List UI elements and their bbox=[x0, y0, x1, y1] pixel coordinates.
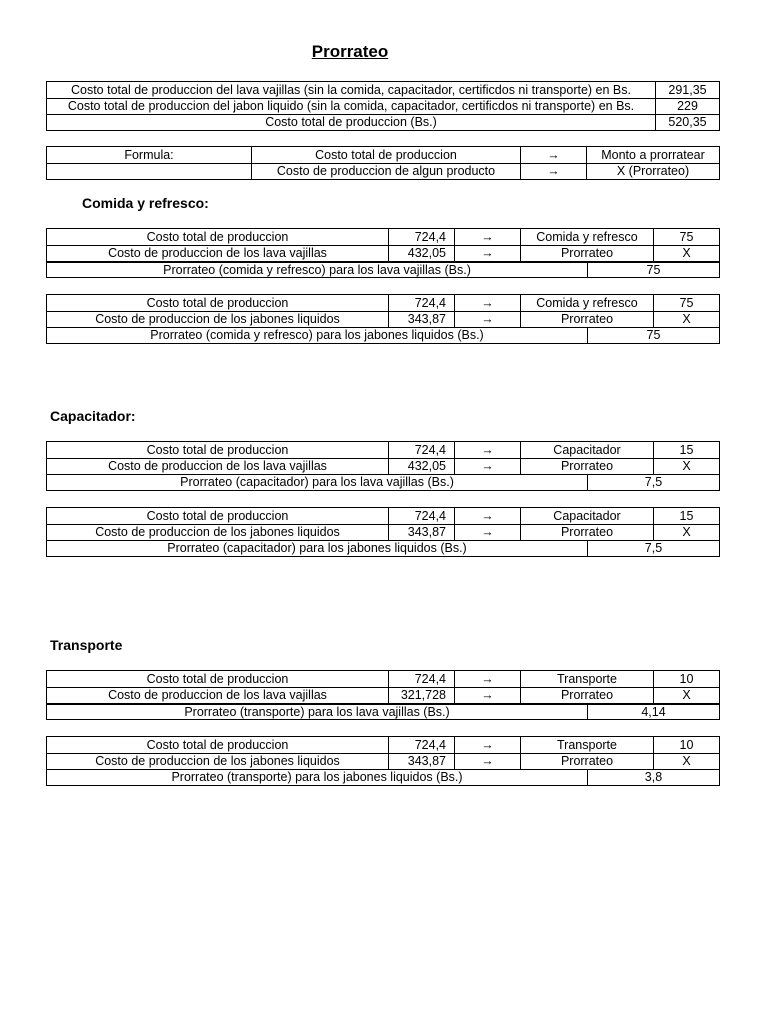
row-value: 15 bbox=[653, 442, 719, 458]
row-number: 724,4 bbox=[388, 229, 454, 245]
row-value: 15 bbox=[653, 508, 719, 524]
table-row bbox=[47, 261, 719, 277]
row-number: 724,4 bbox=[388, 442, 454, 458]
section-heading: Comida y refresco: bbox=[82, 195, 209, 211]
row-value: X bbox=[653, 525, 719, 540]
arrow-icon: → bbox=[454, 688, 520, 703]
row-item: Transporte bbox=[520, 737, 653, 753]
prorrateo-table bbox=[46, 228, 720, 278]
prorrateo-table bbox=[46, 294, 720, 344]
row-value: 10 bbox=[653, 671, 719, 687]
arrow-icon: → bbox=[454, 525, 520, 540]
row-value: X bbox=[653, 246, 719, 261]
result-label: Prorrateo (transporte) para los lava vajillas (Bs.) bbox=[184, 705, 450, 719]
arrow-icon: → bbox=[454, 229, 520, 245]
row-label: Costo de produccion de los jabones liquidos bbox=[95, 312, 340, 327]
arrow-icon: → bbox=[454, 459, 520, 474]
row-item: Transporte bbox=[520, 671, 653, 687]
prorrateo-table bbox=[46, 507, 720, 557]
result-label: Prorrateo (transporte) para los jabones liquidos (Bs.) bbox=[171, 770, 463, 785]
row-value: 75 bbox=[653, 229, 719, 245]
table-row bbox=[47, 737, 719, 753]
result-value: 4,14 bbox=[587, 705, 719, 719]
table-row bbox=[47, 327, 719, 343]
table-row bbox=[47, 524, 719, 540]
row-number: 724,4 bbox=[388, 508, 454, 524]
result-value: 75 bbox=[587, 328, 719, 343]
table-row bbox=[47, 687, 719, 703]
table-row bbox=[47, 114, 719, 130]
row-value: X bbox=[653, 688, 719, 703]
summary-value: 291,35 bbox=[655, 82, 719, 98]
result-label: Prorrateo (capacitador) para los jabones liquidos (Bs.) bbox=[167, 541, 467, 556]
row-value: 10 bbox=[653, 737, 719, 753]
row-item: Prorrateo bbox=[520, 459, 653, 474]
result-value: 7,5 bbox=[587, 541, 719, 556]
section-heading: Transporte bbox=[50, 637, 123, 653]
row-item: Capacitador bbox=[520, 442, 653, 458]
arrow-icon: → bbox=[454, 312, 520, 327]
table-row bbox=[47, 295, 719, 311]
table-row bbox=[47, 703, 719, 719]
result-value: 7,5 bbox=[587, 475, 719, 490]
table-row bbox=[47, 769, 719, 785]
row-item: Prorrateo bbox=[520, 688, 653, 703]
row-item: Prorrateo bbox=[520, 312, 653, 327]
row-value: X bbox=[653, 312, 719, 327]
arrow-icon: → bbox=[520, 147, 586, 163]
row-item: Comida y refresco bbox=[520, 229, 653, 245]
prorrateo-table bbox=[46, 441, 720, 491]
arrow-icon: → bbox=[454, 737, 520, 753]
arrow-icon: → bbox=[454, 754, 520, 769]
row-number: 724,4 bbox=[388, 295, 454, 311]
summary-label: Costo total de produccion (Bs.) bbox=[265, 115, 437, 130]
formula-empty-cell bbox=[47, 164, 251, 179]
row-item: Prorrateo bbox=[520, 525, 653, 540]
row-number: 724,4 bbox=[388, 671, 454, 687]
section-heading: Capacitador: bbox=[50, 408, 136, 424]
table-row bbox=[47, 163, 719, 179]
row-number: 724,4 bbox=[388, 737, 454, 753]
formula-amount: Monto a prorratear bbox=[586, 147, 719, 163]
row-item: Prorrateo bbox=[520, 754, 653, 769]
arrow-icon: → bbox=[520, 164, 586, 179]
summary-value: 229 bbox=[655, 99, 719, 114]
arrow-icon: → bbox=[454, 508, 520, 524]
row-number: 432,05 bbox=[388, 459, 454, 474]
row-label: Costo de produccion de los lava vajillas bbox=[108, 246, 327, 261]
table-row bbox=[47, 245, 719, 261]
row-label: Costo de produccion de los jabones liquidos bbox=[95, 754, 340, 769]
table-row bbox=[47, 540, 719, 556]
table-row bbox=[47, 442, 719, 458]
row-label: Costo de produccion de los lava vajillas bbox=[108, 688, 327, 703]
arrow-icon: → bbox=[454, 295, 520, 311]
row-item: Comida y refresco bbox=[520, 295, 653, 311]
formula-table bbox=[46, 146, 720, 180]
row-number: 343,87 bbox=[388, 525, 454, 540]
summary-label: Costo total de produccion del jabon liquido (sin la comida, capacitador, certificdos ni transporte) en Bs. bbox=[67, 99, 635, 114]
row-number: 321,728 bbox=[388, 688, 454, 703]
row-label: Costo total de produccion bbox=[146, 229, 289, 244]
row-label: Costo total de produccion bbox=[146, 295, 289, 310]
result-label: Prorrateo (capacitador) para los lava vajillas (Bs.) bbox=[180, 475, 454, 490]
table-row bbox=[47, 458, 719, 474]
formula-result: X (Prorrateo) bbox=[586, 164, 719, 179]
row-label: Costo de produccion de los jabones liquidos bbox=[95, 525, 340, 540]
table-row bbox=[47, 508, 719, 524]
prorrateo-table bbox=[46, 736, 720, 786]
table-row bbox=[47, 671, 719, 687]
formula-label: Formula: bbox=[124, 147, 174, 162]
page-title: Prorrateo bbox=[311, 42, 389, 61]
row-label: Costo total de produccion bbox=[146, 442, 289, 457]
prorrateo-table bbox=[46, 670, 720, 720]
arrow-icon: → bbox=[454, 442, 520, 458]
result-value: 3,8 bbox=[587, 770, 719, 785]
row-number: 343,87 bbox=[388, 312, 454, 327]
result-label: Prorrateo (comida y refresco) para los lava vajillas (Bs.) bbox=[163, 263, 471, 277]
row-number: 343,87 bbox=[388, 754, 454, 769]
summary-table bbox=[46, 81, 720, 131]
arrow-icon: → bbox=[454, 246, 520, 261]
table-row bbox=[47, 229, 719, 245]
arrow-icon: → bbox=[454, 671, 520, 687]
row-item: Capacitador bbox=[520, 508, 653, 524]
row-value: 75 bbox=[653, 295, 719, 311]
table-row bbox=[47, 311, 719, 327]
formula-denominator: Costo de produccion de algun producto bbox=[251, 164, 520, 179]
row-label: Costo de produccion de los lava vajillas bbox=[108, 459, 327, 474]
row-item: Prorrateo bbox=[520, 246, 653, 261]
row-label: Costo total de produccion bbox=[146, 671, 289, 686]
table-row bbox=[47, 474, 719, 490]
result-value: 75 bbox=[587, 263, 719, 277]
row-value: X bbox=[653, 459, 719, 474]
table-row bbox=[47, 82, 719, 98]
table-row bbox=[47, 753, 719, 769]
row-label: Costo total de produccion bbox=[146, 508, 289, 523]
row-number: 432,05 bbox=[388, 246, 454, 261]
summary-value: 520,35 bbox=[655, 115, 719, 130]
formula-numerator: Costo total de produccion bbox=[251, 147, 520, 163]
table-row bbox=[47, 98, 719, 114]
row-label: Costo total de produccion bbox=[146, 737, 289, 752]
summary-label: Costo total de produccion del lava vajillas (sin la comida, capacitador, certificdos ni transporte) en Bs. bbox=[70, 82, 631, 97]
row-value: X bbox=[653, 754, 719, 769]
result-label: Prorrateo (comida y refresco) para los jabones liquidos (Bs.) bbox=[150, 328, 484, 343]
table-row bbox=[47, 147, 719, 163]
